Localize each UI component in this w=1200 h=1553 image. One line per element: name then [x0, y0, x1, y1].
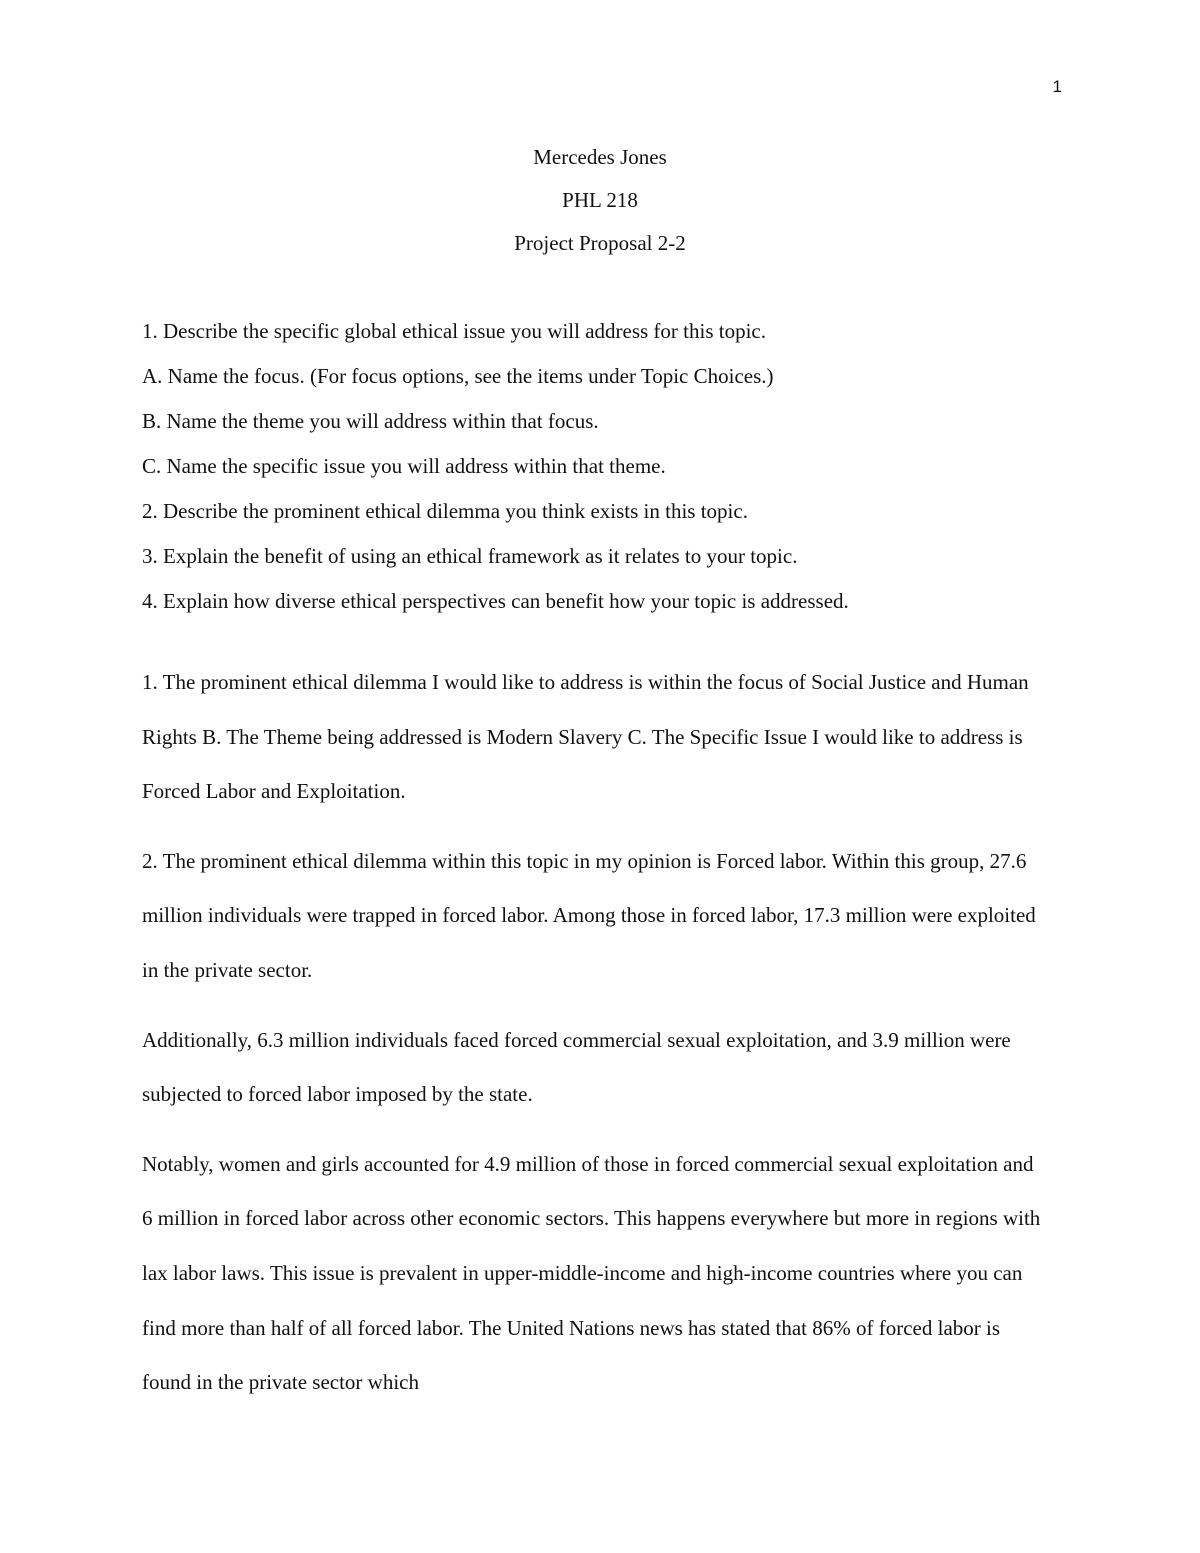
answer-body	[142, 655, 1047, 1425]
answer-paragraph: Notably, women and girls accounted for 4.9 million of those in forced commercial sexual exploitation and 6 million in forced labor across other economic sectors. This happens everywhere but more in regions with lax labor laws. This issue is prevalent in upper-middle-income and high-income countries where you can find more than half of all forced labor. The United Nations news has stated that 86% of forced labor is found in the private sector which	[142, 1151, 1041, 1395]
author-name: Mercedes Jones	[533, 145, 667, 169]
answer-paragraph: 1. The prominent ethical dilemma I would like to address is within the focus of Social Justice and Human Rights B. The Theme being addressed is Modern Slavery C. The Specific Issue I would like to address is Forced Labor and Exploitation.	[142, 670, 1029, 804]
assignment-title: Project Proposal 2-2	[514, 231, 686, 255]
prompt-item: 3. Explain the benefit of using an ethical framework as it relates to your topic.	[142, 544, 798, 568]
prompt-item: 1. Describe the specific global ethical issue you will address for this topic.	[142, 319, 767, 343]
prompt-item: A. Name the focus. (For focus options, see the items under Topic Choices.)	[142, 364, 774, 388]
prompt-item: C. Name the specific issue you will address within that theme.	[142, 454, 666, 478]
prompt-list	[142, 316, 1062, 631]
prompt-item: B. Name the theme you will address within that focus.	[142, 409, 599, 433]
page-number: 1	[1052, 77, 1062, 96]
answer-paragraph: Additionally, 6.3 million individuals faced forced commercial sexual exploitation, and 3.9 million were subjected to forced labor imposed by the state.	[142, 1027, 1011, 1107]
course-code: PHL 218	[562, 188, 638, 212]
prompt-item: 2. Describe the prominent ethical dilemma you think exists in this topic.	[142, 499, 748, 523]
prompt-item: 4. Explain how diverse ethical perspectives can benefit how your topic is addressed.	[142, 589, 849, 613]
title-block	[0, 142, 1200, 271]
answer-paragraph: 2. The prominent ethical dilemma within this topic in my opinion is Forced labor. Within this group, 27.6 million individuals were trapped in forced labor. Among those in forced labor, 17.3 million were exploited in the private sector.	[142, 848, 1036, 982]
